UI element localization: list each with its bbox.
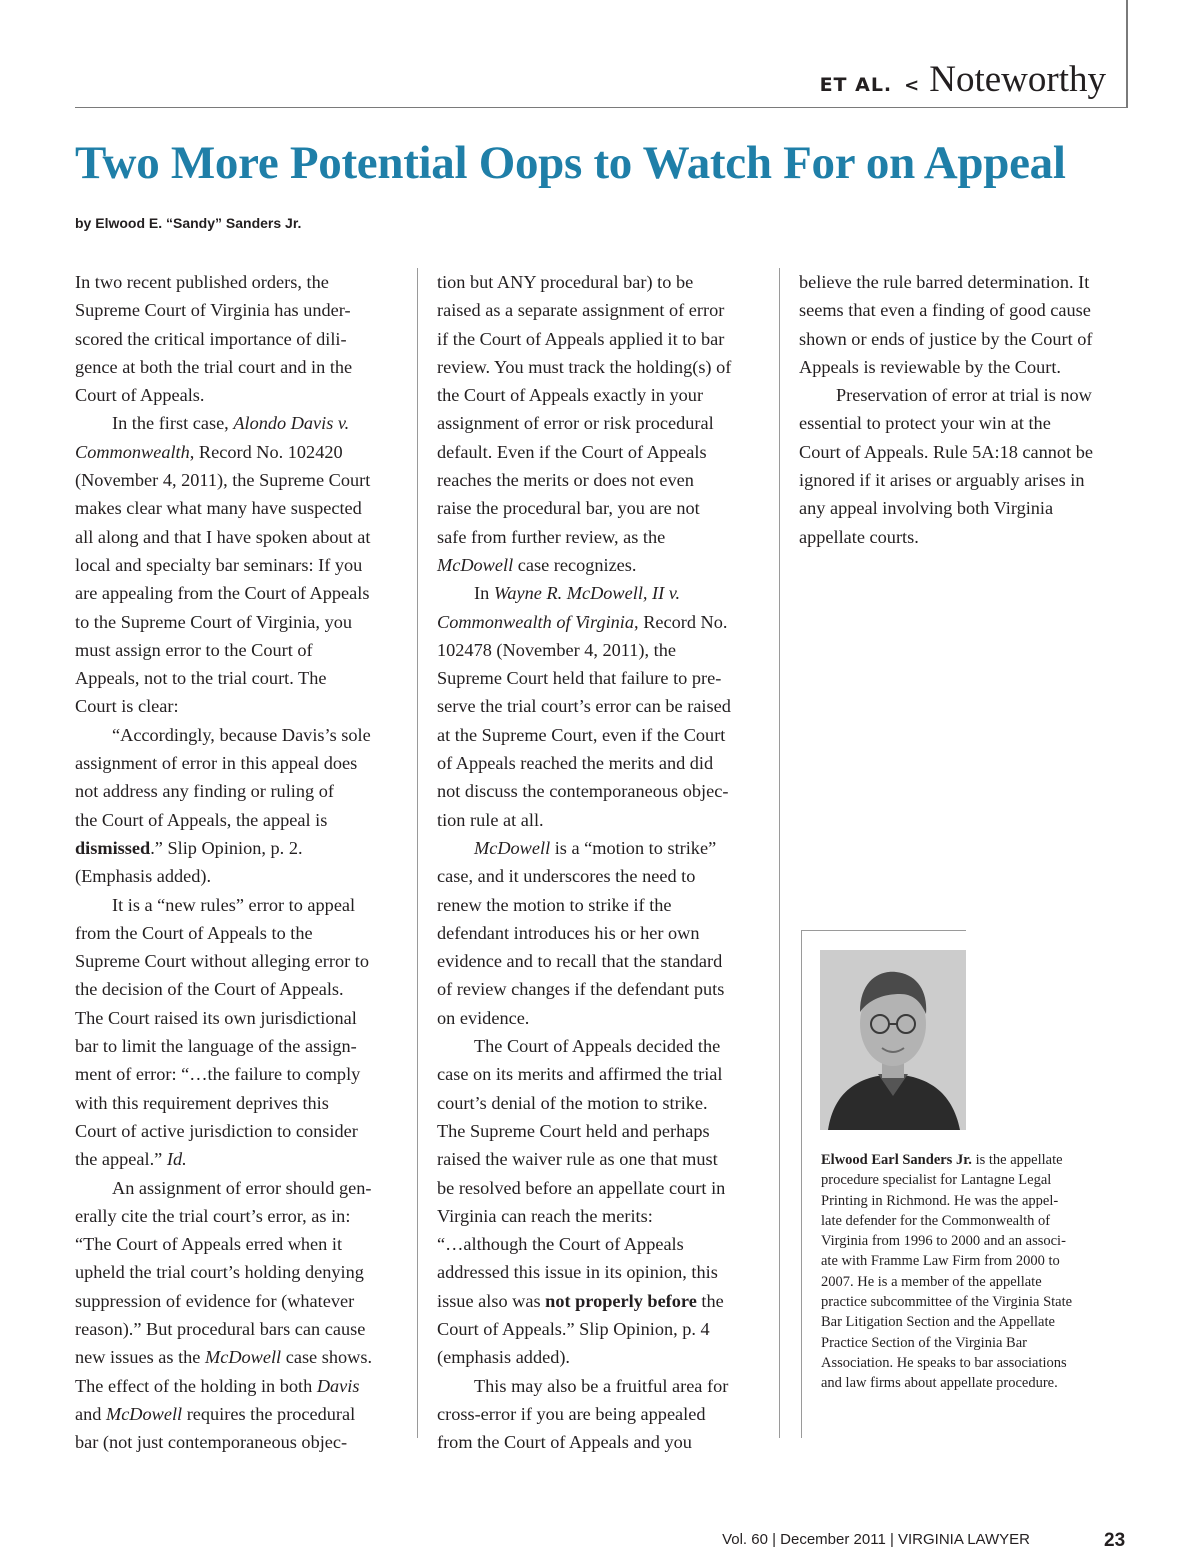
text-line: not discuss the contemporaneous objec- (437, 781, 729, 802)
text-line: evidence and to recall that the standard (437, 951, 723, 972)
text-line: upheld the trial court’s holding denying (75, 1262, 364, 1283)
text-line: McDowell case recognizes. (437, 554, 637, 575)
page-number: 23 (1104, 1530, 1126, 1551)
text-line: raised the waiver rule as one that must (437, 1149, 718, 1170)
text-line: of review changes if the defendant puts (437, 979, 725, 1000)
text-line: assignment of error or risk procedural (437, 413, 714, 434)
bio-box-top-rule (801, 930, 966, 931)
text-line: Supreme Court of Virginia has under- (75, 300, 351, 321)
text-line: believe the rule barred determination. It (799, 272, 1090, 292)
section-name: Noteworthy (929, 59, 1106, 100)
text-line: issue also was not properly before the (437, 1290, 724, 1311)
text-line: defendant introduces his or her own (437, 922, 700, 943)
text-line: In Wayne R. McDowell, II v. (474, 583, 681, 604)
text-line: are appealing from the Court of Appeals (75, 583, 370, 604)
text-line: reaches the merits or does not even (437, 470, 694, 491)
text-line: from the Court of Appeals and you (437, 1432, 692, 1453)
text-line: local and specialty bar seminars: If you (75, 554, 363, 575)
article-column-1 (75, 268, 372, 1456)
bio-box-left-rule (801, 930, 802, 1438)
text-line: raise the procedural bar, you are not (437, 498, 700, 519)
text-line: The Court raised its own jurisdictional (75, 1007, 357, 1028)
text-line: and McDowell requires the procedural (75, 1403, 356, 1424)
article-title: Two More Potential Oops to Watch For on Appeal (75, 137, 1066, 189)
bio-line: ate with Framme Law Firm from 2000 to (821, 1253, 1060, 1270)
footer-publication-info: Vol. 60 | December 2011 | VIRGINIA LAWYER (722, 1531, 1030, 1548)
text-line: renew the motion to strike if the (437, 894, 672, 915)
bio-line: and law firms about appellate procedure. (821, 1375, 1058, 1392)
text-line: The Court of Appeals decided the (474, 1036, 721, 1057)
text-line: any appeal involving both Virginia (799, 498, 1054, 519)
text-line: shown or ends of justice by the Court of (799, 328, 1093, 349)
text-line: to the Supreme Court of Virginia, you (75, 611, 352, 632)
text-line: the Court of Appeals, the appeal is (75, 809, 328, 830)
author-portrait-image (820, 950, 966, 1130)
text-line: assignment of error in this appeal does (75, 753, 358, 774)
text-line: the appeal.” Id. (75, 1149, 187, 1170)
column-divider-2 (779, 268, 780, 1438)
text-line: default. Even if the Court of Appeals (437, 441, 707, 462)
text-line: appellate courts. (799, 526, 919, 547)
header-rule (75, 107, 1128, 108)
text-line: It is a “new rules” error to appeal (112, 894, 356, 915)
text-line: ment of error: “…the failure to comply (75, 1064, 361, 1085)
text-line: review. You must track the holding(s) of (437, 356, 732, 377)
text-line: Court of active jurisdiction to consider (75, 1120, 358, 1141)
text-line: The Supreme Court held and perhaps (437, 1120, 710, 1141)
bio-line: Printing in Richmond. He was the appel- (821, 1192, 1059, 1209)
text-line: ignored if it arises or arguably arises in (799, 470, 1085, 491)
article-column-3 (799, 268, 1093, 551)
text-line: reason).” But procedural bars can cause (75, 1318, 366, 1339)
text-line: serve the trial court’s error can be raised (437, 696, 731, 717)
text-line: Appeals is reviewable by the Court. (799, 356, 1061, 377)
text-line: (Emphasis added). (75, 866, 212, 887)
bio-line: Elwood Earl Sanders Jr. is the appellate (821, 1152, 1063, 1168)
text-line: if the Court of Appeals applied it to bar (437, 328, 725, 349)
text-line: cross-error if you are being appealed (437, 1403, 706, 1424)
text-line: In the first case, Alondo Davis v. (112, 413, 350, 434)
text-line: be resolved before an appellate court in (437, 1177, 726, 1198)
text-line: An assignment of error should gen- (112, 1177, 372, 1198)
text-line: In two recent published orders, the (75, 272, 329, 292)
bio-line: late defender for the Commonwealth of (821, 1212, 1051, 1229)
text-line: “Accordingly, because Davis’s sole (112, 724, 371, 745)
text-line: raised as a separate assignment of error (437, 300, 725, 321)
text-line: Commonwealth, Record No. 102420 (75, 441, 343, 462)
text-line: Court is clear: (75, 696, 179, 717)
text-line: on evidence. (437, 1007, 530, 1028)
text-line: of Appeals reached the merits and did (437, 753, 714, 774)
section-header (820, 58, 1106, 101)
text-line: Preservation of error at trial is now (836, 385, 1092, 406)
text-line: the Court of Appeals exactly in your (437, 385, 704, 406)
text-line: essential to protect your win at the (799, 413, 1051, 434)
text-line: dismissed.” Slip Opinion, p. 2. (75, 837, 303, 858)
text-line: new issues as the McDowell case shows. (75, 1347, 373, 1368)
text-line: “…although the Court of Appeals (437, 1234, 684, 1255)
section-tag: ET AL. (819, 74, 893, 96)
text-line: must assign error to the Court of (75, 639, 313, 660)
text-line: The effect of the holding in both Davis (75, 1375, 360, 1396)
text-line: bar (not just contemporaneous objec- (75, 1432, 348, 1453)
text-line: Virginia can reach the merits: (437, 1205, 653, 1226)
text-line: from the Court of Appeals to the (75, 922, 313, 943)
text-line: (November 4, 2011), the Supreme Court (75, 470, 371, 491)
text-line: Court of Appeals. (75, 385, 205, 406)
text-line: “The Court of Appeals erred when it (75, 1234, 343, 1255)
bio-line: procedure specialist for Lantagne Legal (821, 1172, 1052, 1189)
bio-line: practice subcommittee of the Virginia State (821, 1294, 1073, 1311)
text-line: This may also be a fruitful area for (474, 1375, 729, 1396)
bio-line: Association. He speaks to bar associations (821, 1354, 1067, 1371)
text-line: Court of Appeals.” Slip Opinion, p. 4 (437, 1318, 710, 1339)
text-line: Supreme Court without alleging error to (75, 951, 369, 972)
text-line: court’s denial of the motion to strike. (437, 1092, 708, 1113)
column-divider-1 (417, 268, 418, 1438)
text-line: the decision of the Court of Appeals. (75, 979, 344, 1000)
text-line: addressed this issue in its opinion, this (437, 1262, 718, 1283)
bio-line: Virginia from 1996 to 2000 and an associ- (821, 1233, 1066, 1250)
text-line: Court of Appeals. Rule 5A:18 cannot be (799, 441, 1093, 462)
author-photo (820, 950, 966, 1130)
text-line: bar to limit the language of the assign- (75, 1036, 357, 1057)
text-line: not address any finding or ruling of (75, 781, 334, 802)
text-line: at the Supreme Court, even if the Court (437, 724, 726, 745)
text-line: tion rule at all. (437, 809, 544, 830)
bio-line: Bar Litigation Section and the Appellate (821, 1314, 1055, 1331)
text-line: tion but ANY procedural bar) to be (437, 272, 694, 292)
text-line: case on its merits and affirmed the trial (437, 1064, 723, 1085)
bio-line: 2007. He is a member of the appellate (821, 1273, 1042, 1290)
article-column-2 (437, 268, 731, 1456)
article-byline: by Elwood E. “Sandy” Sanders Jr. (75, 215, 302, 231)
text-line: gence at both the trial court and in the (75, 356, 353, 377)
text-line: safe from further review, as the (437, 526, 666, 547)
text-line: (emphasis added). (437, 1347, 571, 1368)
text-line: scored the critical importance of dili- (75, 328, 347, 349)
text-line: case, and it underscores the need to (437, 866, 696, 887)
text-line: 102478 (November 4, 2011), the (437, 639, 676, 660)
text-line: seems that even a finding of good cause (799, 300, 1091, 321)
text-line: suppression of evidence for (whatever (75, 1290, 355, 1311)
text-line: erally cite the trial court’s error, as in: (75, 1205, 351, 1226)
header-vertical-rule (1126, 0, 1128, 108)
text-line: Commonwealth of Virginia, Record No. (437, 611, 728, 632)
text-line: Supreme Court held that failure to pre- (437, 668, 722, 689)
author-bio (821, 1150, 1072, 1394)
section-separator: < (904, 75, 920, 96)
text-line: Appeals, not to the trial court. The (75, 668, 327, 689)
text-line: all along and that I have spoken about at (75, 526, 371, 547)
text-line: McDowell is a “motion to strike” (474, 837, 717, 858)
text-line: makes clear what many have suspected (75, 498, 362, 519)
text-line: with this requirement deprives this (75, 1092, 329, 1113)
bio-line: Practice Section of the Virginia Bar (821, 1334, 1027, 1351)
